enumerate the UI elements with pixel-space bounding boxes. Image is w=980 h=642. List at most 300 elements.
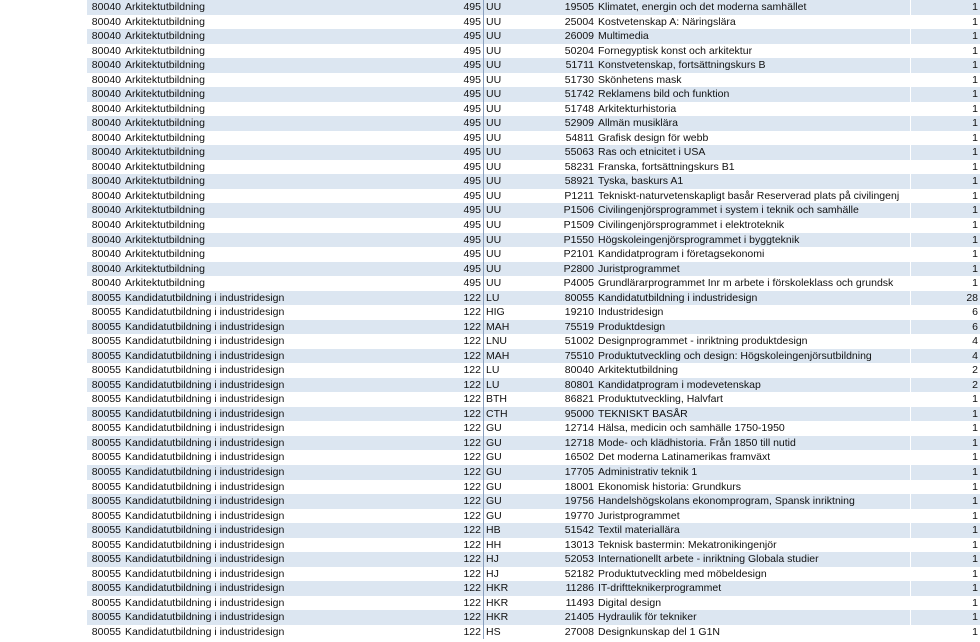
course-name-cell[interactable]: Franska, fortsättningskurs B1 <box>598 160 735 173</box>
course-name-cell[interactable]: Produktutveckling, Halvfart <box>598 393 723 406</box>
university-cell[interactable]: HJ <box>484 567 559 582</box>
course-code-cell[interactable]: 11286 <box>565 582 594 595</box>
count-cell[interactable]: 1 <box>911 0 980 15</box>
university-cell[interactable]: UU <box>484 174 559 189</box>
program-name-cell[interactable]: Kandidatutbildning i industridesign <box>125 625 285 638</box>
university-cell[interactable]: UU <box>484 203 559 218</box>
program-name-cell[interactable]: Kandidatutbildning i industridesign <box>125 596 285 609</box>
program-code-cell[interactable]: 80055 <box>91 509 121 522</box>
course-name-cell[interactable]: Produktutveckling med möbeldesign <box>598 567 767 580</box>
course-code-cell[interactable]: P1550 <box>563 233 594 246</box>
university-cell[interactable]: GU <box>484 450 559 465</box>
count-cell[interactable]: 1 <box>911 552 980 567</box>
count-cell[interactable]: 1 <box>911 465 980 480</box>
course-code-cell[interactable]: 26009 <box>564 30 594 43</box>
course-name-cell[interactable]: Mode- och klädhistoria. Från 1850 till nutid <box>598 436 796 449</box>
program-number-cell[interactable]: 495 <box>463 102 481 115</box>
course-name-cell[interactable]: Kandidatutbildning i industridesign <box>598 291 758 304</box>
program-code-cell[interactable]: 80040 <box>91 277 121 290</box>
program-name-cell[interactable]: Kandidatutbildning i industridesign <box>125 611 285 624</box>
program-name-cell[interactable]: Arkitektutbildning <box>125 277 205 290</box>
program-code-cell[interactable]: 80040 <box>91 262 121 275</box>
count-cell[interactable]: 2 <box>911 378 980 393</box>
count-cell[interactable]: 1 <box>911 392 980 407</box>
course-code-cell[interactable]: 13013 <box>564 538 594 551</box>
program-number-cell[interactable]: 122 <box>463 509 481 522</box>
count-cell[interactable]: 1 <box>911 29 980 44</box>
course-name-cell[interactable]: Civilingenjörsprogrammet i system i teknik och samhälle <box>598 204 859 217</box>
program-name-cell[interactable]: Kandidatutbildning i industridesign <box>125 524 285 537</box>
course-code-cell[interactable]: 51542 <box>564 524 594 537</box>
university-cell[interactable]: UU <box>484 262 559 277</box>
course-code-cell[interactable]: 75519 <box>564 320 594 333</box>
program-number-cell[interactable]: 495 <box>463 59 481 72</box>
program-name-cell[interactable]: Kandidatutbildning i industridesign <box>125 320 285 333</box>
program-name-cell[interactable]: Arkitektutbildning <box>125 1 205 13</box>
course-name-cell[interactable]: Internationellt arbete - inriktning Globala studier <box>598 553 819 566</box>
course-code-cell[interactable]: 12714 <box>564 422 594 435</box>
program-name-cell[interactable]: Kandidatutbildning i industridesign <box>125 364 285 377</box>
count-cell[interactable]: 1 <box>911 523 980 538</box>
program-name-cell[interactable]: Arkitektutbildning <box>125 73 205 86</box>
program-name-cell[interactable]: Arkitektutbildning <box>125 262 205 275</box>
course-name-cell[interactable]: Digital design <box>598 596 662 609</box>
program-code-cell[interactable]: 80055 <box>91 582 121 595</box>
program-number-cell[interactable]: 122 <box>463 436 481 449</box>
program-code-cell[interactable]: 80040 <box>91 160 121 173</box>
program-name-cell[interactable]: Kandidatutbildning i industridesign <box>125 466 285 478</box>
program-number-cell[interactable]: 122 <box>463 611 481 624</box>
program-number-cell[interactable]: 495 <box>463 131 481 144</box>
program-number-cell[interactable]: 122 <box>463 335 481 348</box>
course-code-cell[interactable]: 16502 <box>564 451 594 464</box>
program-name-cell[interactable]: Arkitektutbildning <box>125 233 205 246</box>
course-name-cell[interactable]: Grafisk design för webb <box>598 131 709 144</box>
university-cell[interactable]: LU <box>484 291 559 306</box>
count-cell[interactable]: 1 <box>911 610 980 625</box>
program-number-cell[interactable]: 495 <box>463 44 481 57</box>
course-name-cell[interactable]: Kandidatprogram i företagsekonomi <box>598 248 765 261</box>
program-number-cell[interactable]: 122 <box>463 364 481 377</box>
course-code-cell[interactable]: 58921 <box>564 175 594 188</box>
university-cell[interactable]: UU <box>484 131 559 146</box>
count-cell[interactable]: 1 <box>911 174 980 189</box>
program-code-cell[interactable]: 80040 <box>91 15 121 28</box>
university-cell[interactable]: MAH <box>484 349 559 364</box>
program-name-cell[interactable]: Arkitektutbildning <box>125 88 205 101</box>
program-code-cell[interactable]: 80055 <box>91 393 121 406</box>
program-name-cell[interactable]: Arkitektutbildning <box>125 189 205 202</box>
count-cell[interactable]: 1 <box>911 596 980 611</box>
course-name-cell[interactable]: Hälsa, medicin och samhälle 1750-1950 <box>598 422 785 435</box>
program-name-cell[interactable]: Arkitektutbildning <box>125 248 205 261</box>
course-name-cell[interactable]: Fornegyptisk konst och arkitektur <box>598 44 753 57</box>
course-code-cell[interactable]: 86821 <box>564 393 594 406</box>
course-name-cell[interactable]: Handelshögskolans ekonomprogram, Spansk inriktning <box>598 495 855 508</box>
program-code-cell[interactable]: 80055 <box>91 320 121 333</box>
program-code-cell[interactable]: 80055 <box>91 567 121 580</box>
course-code-cell[interactable]: 51748 <box>564 102 594 115</box>
course-name-cell[interactable]: Textil materiallära <box>598 524 680 537</box>
course-name-cell[interactable]: Hydraulik för tekniker <box>598 611 697 624</box>
program-code-cell[interactable]: 80040 <box>91 44 121 57</box>
course-code-cell[interactable]: P1506 <box>563 204 594 217</box>
program-name-cell[interactable]: Kandidatutbildning i industridesign <box>125 393 285 406</box>
program-code-cell[interactable]: 80055 <box>91 466 121 478</box>
program-number-cell[interactable]: 495 <box>463 117 481 130</box>
program-code-cell[interactable]: 80040 <box>91 189 121 202</box>
program-number-cell[interactable]: 122 <box>463 378 481 391</box>
university-cell[interactable]: HIG <box>484 305 559 320</box>
count-cell[interactable]: 1 <box>911 625 980 640</box>
course-name-cell[interactable]: Allmän musiklära <box>598 117 678 130</box>
university-cell[interactable]: LU <box>484 363 559 378</box>
program-number-cell[interactable]: 495 <box>463 262 481 275</box>
course-name-cell[interactable]: Grundlärarprogrammet Inr m arbete i förskoleklass och grundsk <box>598 277 894 290</box>
program-number-cell[interactable]: 122 <box>463 422 481 435</box>
course-code-cell[interactable]: 17705 <box>564 466 594 478</box>
program-code-cell[interactable]: 80040 <box>91 248 121 261</box>
course-name-cell[interactable]: Civilingenjörsprogrammet i elektroteknik <box>598 218 785 231</box>
course-name-cell[interactable]: Juristprogrammet <box>598 262 680 275</box>
university-cell[interactable]: UU <box>484 58 559 73</box>
program-name-cell[interactable]: Arkitektutbildning <box>125 102 205 115</box>
program-name-cell[interactable]: Kandidatutbildning i industridesign <box>125 422 285 435</box>
program-name-cell[interactable]: Kandidatutbildning i industridesign <box>125 378 285 391</box>
program-code-cell[interactable]: 80055 <box>91 291 121 304</box>
course-code-cell[interactable]: 19210 <box>564 306 594 319</box>
course-code-cell[interactable]: 80801 <box>564 378 594 391</box>
program-name-cell[interactable]: Kandidatutbildning i industridesign <box>125 553 285 566</box>
university-cell[interactable]: UU <box>484 0 559 15</box>
program-name-cell[interactable]: Kandidatutbildning i industridesign <box>125 335 285 348</box>
course-name-cell[interactable]: Tyska, baskurs A1 <box>598 175 684 188</box>
program-code-cell[interactable]: 80055 <box>91 422 121 435</box>
count-cell[interactable]: 6 <box>911 305 980 320</box>
course-code-cell[interactable]: 19770 <box>564 509 594 522</box>
university-cell[interactable]: UU <box>484 116 559 131</box>
program-number-cell[interactable]: 495 <box>463 160 481 173</box>
program-code-cell[interactable]: 80055 <box>91 378 121 391</box>
program-number-cell[interactable]: 495 <box>463 277 481 290</box>
course-code-cell[interactable]: P2800 <box>563 262 594 275</box>
program-number-cell[interactable]: 122 <box>463 466 481 478</box>
program-name-cell[interactable]: Arkitektutbildning <box>125 160 205 173</box>
program-name-cell[interactable]: Arkitektutbildning <box>125 15 205 28</box>
university-cell[interactable]: HB <box>484 523 559 538</box>
program-number-cell[interactable]: 495 <box>463 175 481 188</box>
program-number-cell[interactable]: 495 <box>463 88 481 101</box>
count-cell[interactable]: 1 <box>911 407 980 422</box>
course-name-cell[interactable]: Kandidatprogram i modevetenskap <box>598 378 761 391</box>
program-code-cell[interactable]: 80040 <box>91 30 121 43</box>
count-cell[interactable]: 1 <box>911 450 980 465</box>
program-code-cell[interactable]: 80055 <box>91 451 121 464</box>
program-name-cell[interactable]: Kandidatutbildning i industridesign <box>125 582 285 595</box>
program-code-cell[interactable]: 80055 <box>91 349 121 362</box>
course-name-cell[interactable]: Kostvetenskap A: Näringslära <box>598 15 736 28</box>
course-code-cell[interactable]: P2101 <box>563 248 594 261</box>
course-name-cell[interactable]: Designkunskap del 1 G1N <box>598 625 720 638</box>
course-code-cell[interactable]: 11493 <box>565 596 594 609</box>
program-number-cell[interactable]: 495 <box>463 146 481 159</box>
course-code-cell[interactable]: 80055 <box>564 291 594 304</box>
count-cell[interactable]: 1 <box>911 538 980 553</box>
university-cell[interactable]: GU <box>484 436 559 451</box>
program-name-cell[interactable]: Kandidatutbildning i industridesign <box>125 306 285 319</box>
program-number-cell[interactable]: 122 <box>463 524 481 537</box>
course-name-cell[interactable]: Produktdesign <box>598 320 666 333</box>
course-code-cell[interactable]: P4005 <box>563 277 594 290</box>
program-name-cell[interactable]: Arkitektutbildning <box>125 204 205 217</box>
university-cell[interactable]: CTH <box>484 407 559 422</box>
course-code-cell[interactable]: 52909 <box>564 117 594 130</box>
program-code-cell[interactable]: 80055 <box>91 407 121 420</box>
course-code-cell[interactable]: 54811 <box>565 131 594 144</box>
program-number-cell[interactable]: 122 <box>463 291 481 304</box>
course-name-cell[interactable]: Produktutveckling och design: Högskoleingenjörsutbildning <box>598 349 872 362</box>
count-cell[interactable]: 1 <box>911 247 980 262</box>
program-code-cell[interactable]: 80055 <box>91 625 121 638</box>
university-cell[interactable]: UU <box>484 218 559 233</box>
program-name-cell[interactable]: Kandidatutbildning i industridesign <box>125 436 285 449</box>
program-name-cell[interactable]: Arkitektutbildning <box>125 131 205 144</box>
course-code-cell[interactable]: 21405 <box>564 611 594 624</box>
program-code-cell[interactable]: 80055 <box>91 480 121 493</box>
university-cell[interactable]: UU <box>484 160 559 175</box>
program-name-cell[interactable]: Kandidatutbildning i industridesign <box>125 495 285 508</box>
count-cell[interactable]: 1 <box>911 116 980 131</box>
course-name-cell[interactable]: IT-driftteknikerprogrammet <box>598 582 722 595</box>
program-number-cell[interactable]: 495 <box>463 189 481 202</box>
course-code-cell[interactable]: 25004 <box>564 15 594 28</box>
program-name-cell[interactable]: Kandidatutbildning i industridesign <box>125 538 285 551</box>
program-number-cell[interactable]: 122 <box>463 553 481 566</box>
program-number-cell[interactable]: 495 <box>463 248 481 261</box>
program-name-cell[interactable]: Arkitektutbildning <box>125 44 205 57</box>
program-code-cell[interactable]: 80055 <box>91 611 121 624</box>
course-name-cell[interactable]: Tekniskt-naturvetenskapligt basår Reserverad plats på civilingenj <box>598 189 900 202</box>
count-cell[interactable]: 1 <box>911 233 980 248</box>
program-code-cell[interactable]: 80040 <box>91 131 121 144</box>
course-name-cell[interactable]: Multimedia <box>598 30 649 43</box>
university-cell[interactable]: UU <box>484 145 559 160</box>
program-name-cell[interactable]: Arkitektutbildning <box>125 117 205 130</box>
program-code-cell[interactable]: 80040 <box>91 59 121 72</box>
course-code-cell[interactable]: 50204 <box>564 44 594 57</box>
course-name-cell[interactable]: Teknisk bastermin: Mekatronikingenjör <box>598 538 777 551</box>
course-name-cell[interactable]: TEKNISKT BASÅR <box>598 407 688 420</box>
program-code-cell[interactable]: 80055 <box>91 335 121 348</box>
program-name-cell[interactable]: Arkitektutbildning <box>125 59 205 72</box>
program-number-cell[interactable]: 122 <box>463 393 481 406</box>
university-cell[interactable]: HJ <box>484 552 559 567</box>
program-code-cell[interactable]: 80055 <box>91 306 121 319</box>
course-name-cell[interactable]: Juristprogrammet <box>598 509 680 522</box>
program-number-cell[interactable]: 495 <box>463 233 481 246</box>
university-cell[interactable]: GU <box>484 494 559 509</box>
program-code-cell[interactable]: 80040 <box>91 88 121 101</box>
university-cell[interactable]: UU <box>484 276 559 291</box>
count-cell[interactable]: 1 <box>911 262 980 277</box>
course-code-cell[interactable]: 51002 <box>564 335 594 348</box>
program-number-cell[interactable]: 122 <box>463 451 481 464</box>
university-cell[interactable]: HKR <box>484 581 559 596</box>
count-cell[interactable]: 4 <box>911 349 980 364</box>
program-number-cell[interactable]: 495 <box>463 204 481 217</box>
course-name-cell[interactable]: Ekonomisk historia: Grundkurs <box>598 480 741 493</box>
course-code-cell[interactable]: 12718 <box>564 436 594 449</box>
program-code-cell[interactable]: 80055 <box>91 538 121 551</box>
course-code-cell[interactable]: 51711 <box>565 59 594 72</box>
university-cell[interactable]: UU <box>484 102 559 117</box>
program-name-cell[interactable]: Kandidatutbildning i industridesign <box>125 451 285 464</box>
course-code-cell[interactable]: 27008 <box>564 625 594 638</box>
university-cell[interactable]: HKR <box>484 610 559 625</box>
program-number-cell[interactable]: 495 <box>463 15 481 28</box>
university-cell[interactable]: UU <box>484 247 559 262</box>
university-cell[interactable]: UU <box>484 233 559 248</box>
course-code-cell[interactable]: 19505 <box>564 1 594 13</box>
course-name-cell[interactable]: Skönhetens mask <box>598 73 682 86</box>
program-name-cell[interactable]: Kandidatutbildning i industridesign <box>125 291 285 304</box>
program-number-cell[interactable]: 495 <box>463 218 481 231</box>
course-name-cell[interactable]: Ras och etnicitet i USA <box>598 146 706 159</box>
count-cell[interactable]: 1 <box>911 276 980 291</box>
course-code-cell[interactable]: 19756 <box>564 495 594 508</box>
program-number-cell[interactable]: 122 <box>463 407 481 420</box>
course-name-cell[interactable]: Högskoleingenjörsprogrammet i byggteknik <box>598 233 800 246</box>
program-code-cell[interactable]: 80040 <box>91 204 121 217</box>
course-code-cell[interactable]: 52182 <box>564 567 594 580</box>
count-cell[interactable]: 1 <box>911 218 980 233</box>
program-name-cell[interactable]: Kandidatutbildning i industridesign <box>125 349 285 362</box>
count-cell[interactable]: 1 <box>911 145 980 160</box>
count-cell[interactable]: 1 <box>911 44 980 59</box>
course-name-cell[interactable]: Det moderna Latinamerikas framväxt <box>598 451 771 464</box>
program-number-cell[interactable]: 122 <box>463 495 481 508</box>
course-code-cell[interactable]: 95000 <box>564 407 594 420</box>
program-number-cell[interactable]: 495 <box>463 30 481 43</box>
count-cell[interactable]: 2 <box>911 363 980 378</box>
course-name-cell[interactable]: Klimatet, energin och det moderna samhället <box>598 1 807 13</box>
course-code-cell[interactable]: 18001 <box>564 480 594 493</box>
program-code-cell[interactable]: 80040 <box>91 218 121 231</box>
program-name-cell[interactable]: Kandidatutbildning i industridesign <box>125 407 285 420</box>
course-code-cell[interactable]: 58231 <box>564 160 594 173</box>
count-cell[interactable]: 1 <box>911 567 980 582</box>
count-cell[interactable]: 1 <box>911 494 980 509</box>
program-number-cell[interactable]: 122 <box>463 480 481 493</box>
count-cell[interactable]: 1 <box>911 203 980 218</box>
program-number-cell[interactable]: 122 <box>463 596 481 609</box>
university-cell[interactable]: UU <box>484 29 559 44</box>
program-name-cell[interactable]: Kandidatutbildning i industridesign <box>125 567 285 580</box>
course-code-cell[interactable]: 55063 <box>564 146 594 159</box>
count-cell[interactable]: 1 <box>911 480 980 495</box>
count-cell[interactable]: 1 <box>911 581 980 596</box>
program-number-cell[interactable]: 122 <box>463 538 481 551</box>
program-code-cell[interactable]: 80055 <box>91 495 121 508</box>
university-cell[interactable]: HKR <box>484 596 559 611</box>
university-cell[interactable]: GU <box>484 421 559 436</box>
university-cell[interactable]: HH <box>484 538 559 553</box>
count-cell[interactable]: 1 <box>911 436 980 451</box>
program-name-cell[interactable]: Arkitektutbildning <box>125 218 205 231</box>
count-cell[interactable]: 1 <box>911 87 980 102</box>
count-cell[interactable]: 1 <box>911 102 980 117</box>
program-code-cell[interactable]: 80040 <box>91 73 121 86</box>
count-cell[interactable]: 1 <box>911 73 980 88</box>
university-cell[interactable]: UU <box>484 15 559 30</box>
count-cell[interactable]: 1 <box>911 421 980 436</box>
program-code-cell[interactable]: 80055 <box>91 524 121 537</box>
course-name-cell[interactable]: Industridesign <box>598 306 664 319</box>
count-cell[interactable]: 1 <box>911 160 980 175</box>
university-cell[interactable]: HS <box>484 625 559 640</box>
program-number-cell[interactable]: 122 <box>463 582 481 595</box>
program-number-cell[interactable]: 495 <box>463 73 481 86</box>
count-cell[interactable]: 4 <box>911 334 980 349</box>
program-name-cell[interactable]: Arkitektutbildning <box>125 30 205 43</box>
program-number-cell[interactable]: 495 <box>463 1 481 13</box>
count-cell[interactable]: 1 <box>911 58 980 73</box>
university-cell[interactable]: LU <box>484 378 559 393</box>
program-number-cell[interactable]: 122 <box>463 349 481 362</box>
course-name-cell[interactable]: Arkitektutbildning <box>598 364 678 377</box>
program-number-cell[interactable]: 122 <box>463 625 481 638</box>
university-cell[interactable]: GU <box>484 509 559 524</box>
course-name-cell[interactable]: Arkitekturhistoria <box>598 102 677 115</box>
program-code-cell[interactable]: 80040 <box>91 175 121 188</box>
university-cell[interactable]: UU <box>484 73 559 88</box>
course-name-cell[interactable]: Reklamens bild och funktion <box>598 88 730 101</box>
program-name-cell[interactable]: Kandidatutbildning i industridesign <box>125 480 285 493</box>
program-code-cell[interactable]: 80040 <box>91 102 121 115</box>
university-cell[interactable]: GU <box>484 480 559 495</box>
program-code-cell[interactable]: 80040 <box>91 117 121 130</box>
course-name-cell[interactable]: Konstvetenskap, fortsättningskurs B <box>598 59 766 72</box>
course-code-cell[interactable]: 75510 <box>564 349 594 362</box>
program-number-cell[interactable]: 122 <box>463 306 481 319</box>
count-cell[interactable]: 1 <box>911 131 980 146</box>
program-code-cell[interactable]: 80055 <box>91 364 121 377</box>
university-cell[interactable]: UU <box>484 87 559 102</box>
program-number-cell[interactable]: 122 <box>463 567 481 580</box>
course-name-cell[interactable]: Administrativ teknik 1 <box>598 466 698 478</box>
program-code-cell[interactable]: 80055 <box>91 553 121 566</box>
count-cell[interactable]: 1 <box>911 189 980 204</box>
university-cell[interactable]: UU <box>484 44 559 59</box>
course-code-cell[interactable]: 51742 <box>564 88 594 101</box>
count-cell[interactable]: 1 <box>911 15 980 30</box>
course-code-cell[interactable]: 51730 <box>564 73 594 86</box>
university-cell[interactable]: UU <box>484 189 559 204</box>
university-cell[interactable]: MAH <box>484 320 559 335</box>
program-code-cell[interactable]: 80055 <box>91 436 121 449</box>
count-cell[interactable]: 28 <box>911 291 980 306</box>
course-code-cell[interactable]: 52053 <box>564 553 594 566</box>
program-name-cell[interactable]: Kandidatutbildning i industridesign <box>125 509 285 522</box>
university-cell[interactable]: GU <box>484 465 559 480</box>
course-code-cell[interactable]: P1509 <box>563 218 594 231</box>
program-number-cell[interactable]: 122 <box>463 320 481 333</box>
university-cell[interactable]: BTH <box>484 392 559 407</box>
program-name-cell[interactable]: Arkitektutbildning <box>125 146 205 159</box>
course-code-cell[interactable]: 80040 <box>564 364 594 377</box>
count-cell[interactable]: 6 <box>911 320 980 335</box>
university-cell[interactable]: LNU <box>484 334 559 349</box>
